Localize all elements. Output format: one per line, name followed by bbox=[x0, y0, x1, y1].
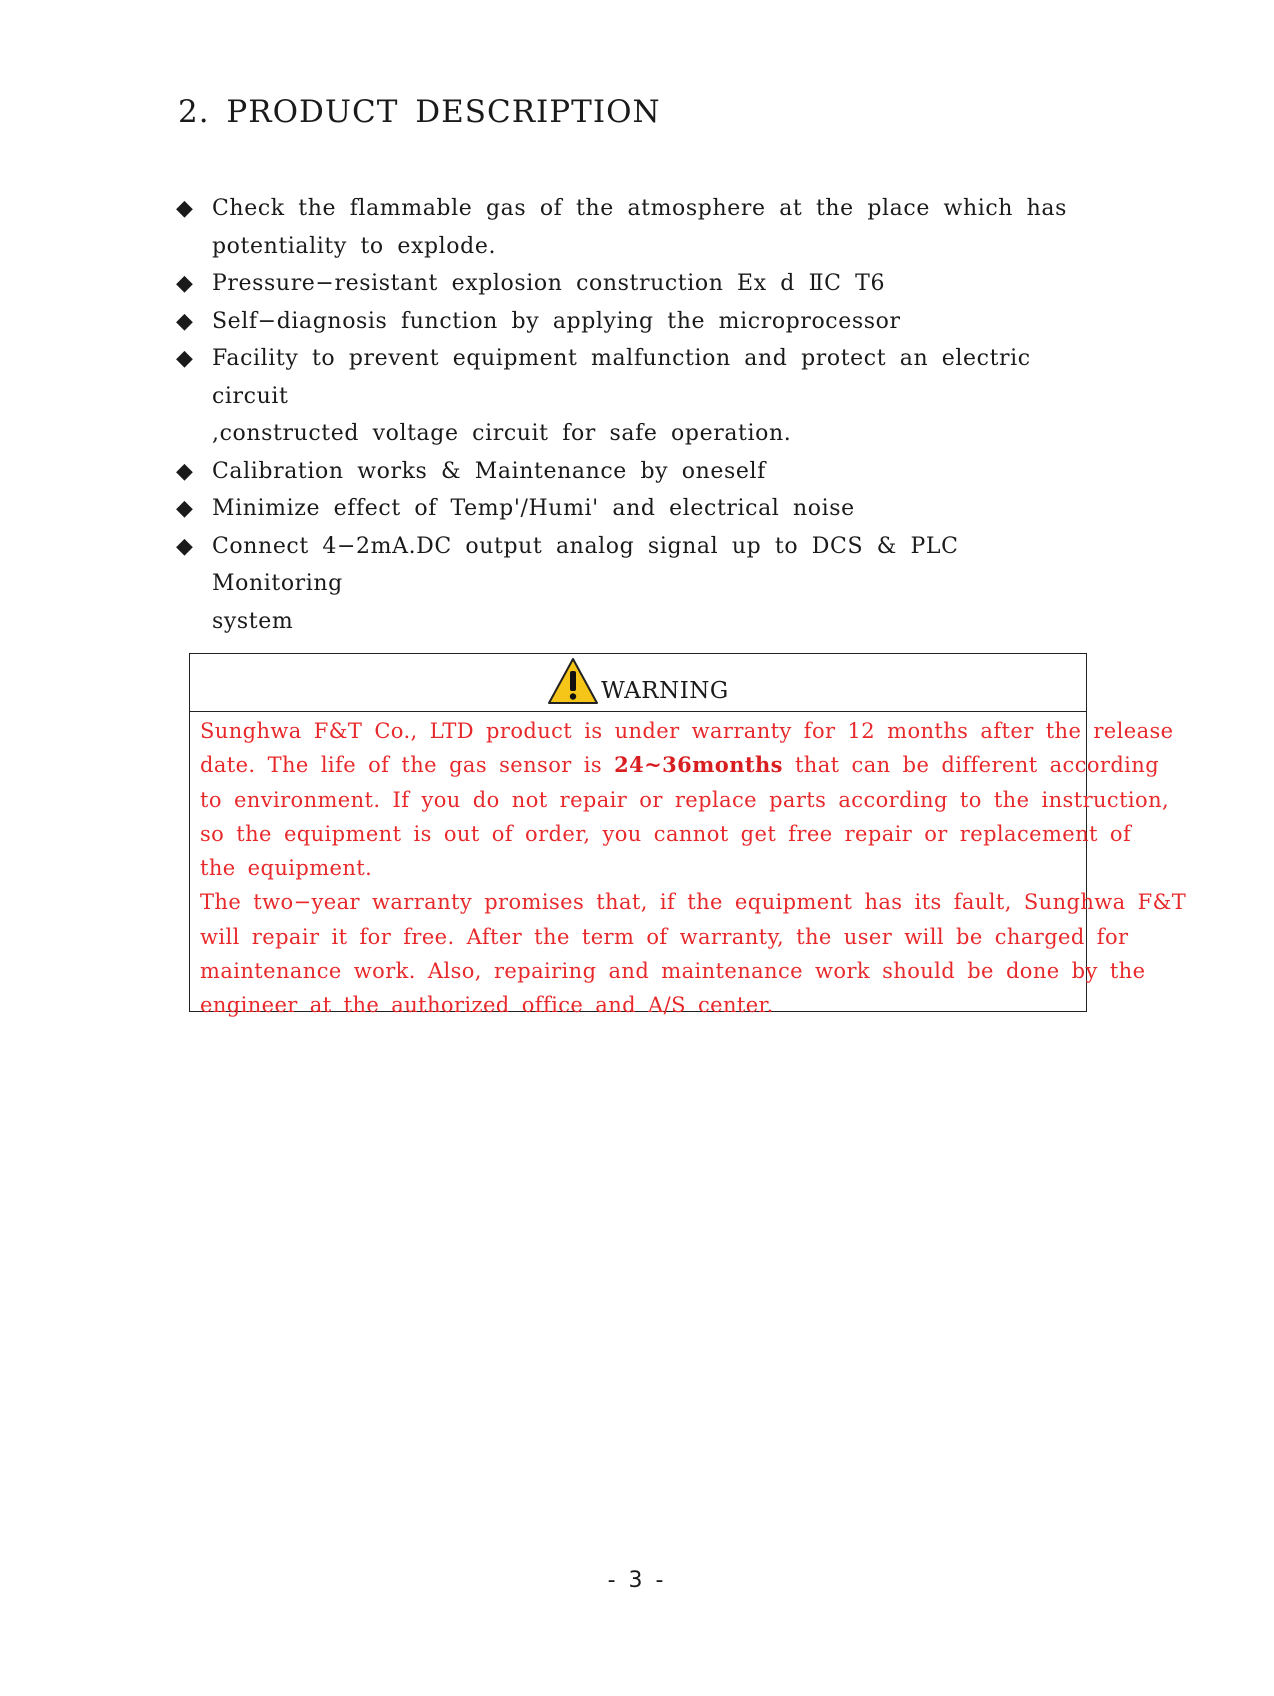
warning-header bbox=[190, 654, 1086, 712]
feature-item bbox=[176, 340, 1076, 453]
warning-title: WARNING bbox=[601, 678, 729, 704]
feature-text-line: Connect 4−2mA.DC output analog signal up to DCS & PLC Monitoring bbox=[212, 533, 959, 596]
feature-text-line: Minimize effect of Temp'/Humi' and electrical noise bbox=[212, 496, 855, 521]
feature-item bbox=[176, 190, 1076, 265]
feature-text-line: Calibration works & Maintenance by oneself bbox=[212, 458, 766, 484]
warning-line: the equipment. bbox=[200, 856, 373, 881]
section-title: 2. PRODUCT DESCRIPTION bbox=[178, 94, 661, 130]
diamond-bullet-icon: ◆ bbox=[176, 308, 194, 334]
feature-text-line: ,constructed voltage circuit for safe operation. bbox=[212, 421, 792, 446]
feature-item bbox=[176, 490, 1076, 528]
feature-item bbox=[176, 265, 1076, 303]
warning-line bbox=[200, 748, 1160, 782]
warning-line: Sunghwa F&T Co., LTD product is under warranty for 12 months after the release bbox=[200, 719, 1174, 743]
feature-text-line: potentiality to explode. bbox=[212, 233, 497, 259]
diamond-bullet-icon: ◆ bbox=[176, 346, 194, 371]
feature-text-line: Self−diagnosis function by applying the microprocessor bbox=[212, 308, 901, 334]
warning-triangle-icon bbox=[547, 657, 599, 705]
sensor-life-value: 24~36months bbox=[614, 752, 783, 778]
diamond-bullet-icon: ◆ bbox=[176, 533, 194, 559]
feature-item bbox=[176, 453, 1076, 491]
diamond-bullet-icon: ◆ bbox=[176, 271, 194, 296]
feature-item bbox=[176, 528, 1076, 641]
diamond-bullet-icon: ◆ bbox=[176, 496, 194, 521]
warning-text-segment: that can be different according bbox=[782, 753, 1160, 778]
warning-line: engineer at the authorized office and A/S center. bbox=[200, 993, 774, 1018]
feature-text-line: Pressure−resistant explosion construction Ex d ⅡC T6 bbox=[212, 271, 886, 296]
feature-text-line: system bbox=[212, 608, 294, 634]
page-number: - 3 - bbox=[607, 1568, 667, 1593]
feature-item bbox=[176, 303, 1076, 341]
feature-text-line: Facility to prevent equipment malfunction and protect an electric circuit bbox=[212, 346, 1031, 409]
warning-text bbox=[190, 712, 1187, 1023]
feature-text-line: Check the flammable gas of the atmosphere at the place which has bbox=[212, 196, 1068, 221]
warning-line: to environment. If you do not repair or replace parts according to the instruction, bbox=[200, 787, 1170, 812]
diamond-bullet-icon: ◆ bbox=[176, 196, 194, 221]
warning-text-segment: date. The life of the gas sensor is bbox=[200, 753, 615, 778]
feature-list bbox=[176, 190, 1076, 640]
warning-line: so the equipment is out of order, you cannot get free repair or replacement of bbox=[200, 821, 1132, 846]
diamond-bullet-icon: ◆ bbox=[176, 458, 194, 484]
warning-box bbox=[189, 653, 1187, 1018]
warning-line: maintenance work. Also, repairing and maintenance work should be done by the bbox=[200, 959, 1146, 984]
warning-line: will repair it for free. After the term of warranty, the user will be charged for bbox=[200, 924, 1129, 949]
warning-line: The two−year warranty promises that, if the equipment has its fault, Sunghwa F&T bbox=[200, 890, 1187, 915]
